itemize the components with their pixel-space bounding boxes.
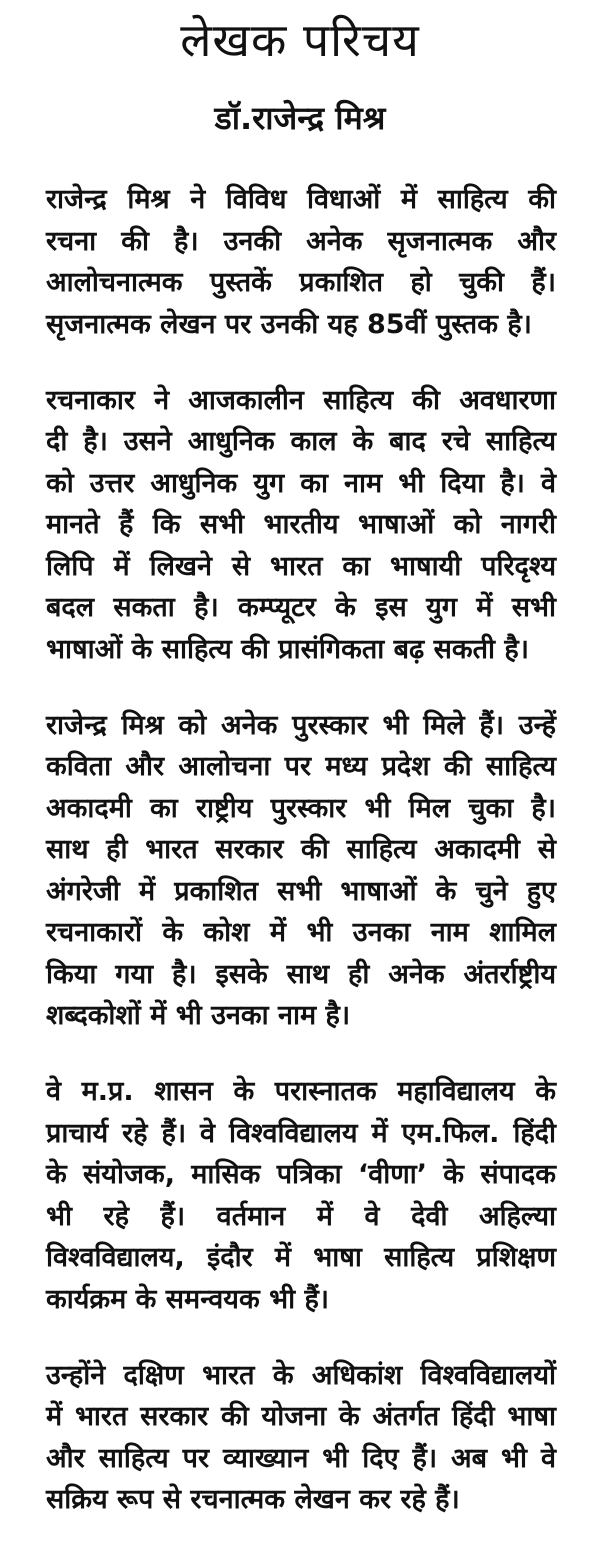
document-body <box>46 179 556 1555</box>
text-line: अकादमी का राष्ट्रीय पुरस्कार भी मिल चुका है। <box>46 792 556 824</box>
paragraph <box>46 1355 556 1521</box>
text-line: मानते हैं कि सभी भारतीय भाषाओं को नागरी <box>46 509 556 540</box>
text-line: विश्वविद्यालय, इंदौर में भाषा साहित्य प्रशिक्षण <box>46 1242 556 1273</box>
paragraph <box>46 179 556 345</box>
text-line: शब्दकोशों में भी उनका नाम है। <box>46 1000 351 1031</box>
text-line: आलोचनात्मक पुस्तकें प्रकाशित हो चुकी हैं। <box>46 267 556 298</box>
author-name: डॉ.राजेन्द्र मिश्र <box>214 99 386 137</box>
text-line: सक्रिय रूप से रचनात्मक लेखन कर रहे हैं। <box>46 1484 460 1515</box>
text-line: रचना की है। उनकी अनेक सृजनात्मक और <box>46 225 556 257</box>
text-line: राजेन्द्र मिश्र ने विविध विधाओं में साहित्य की <box>46 184 556 215</box>
text-line: अंगरेजी में प्रकाशित सभी भाषाओं के चुने हुए <box>46 875 556 907</box>
text-line: बदल सकता है। कम्प्यूटर के इस युग में सभी <box>46 592 556 623</box>
text-line: किया गया है। इसके साथ ही अनेक अंतर्राष्ट्रीय <box>46 958 556 990</box>
text-line: भी रहे हैं। वर्तमान में वे देवी अहिल्या <box>46 1200 556 1232</box>
text-line: में भारत सरकार की योजना के अंतर्गत हिंदी भाषा <box>46 1401 556 1432</box>
paragraph <box>46 705 556 1037</box>
text-line: रचनाकारों के कोश में भी उनका नाम शामिल <box>46 917 556 948</box>
text-line: दी है। उसने आधुनिक काल के बाद रचे साहित्य <box>46 426 556 457</box>
text-line: के संयोजक, मासिक पत्रिका ‘वीणा’ के संपादक <box>46 1159 556 1190</box>
text-line: को उत्तर आधुनिक युग का नाम भी दिया है। वे <box>46 467 556 499</box>
text-line: रचनाकार ने आजकालीन साहित्य की अवधारणा <box>46 384 556 416</box>
text-line: कार्यक्रम के समन्वयक भी हैं। <box>46 1283 330 1315</box>
text-line: कविता और आलोचना पर मध्य प्रदेश की साहित्य <box>46 751 556 782</box>
text-line: लिपि में लिखने से भारत का भाषायी परिदृश्य <box>46 550 556 582</box>
text-line: उन्होंने दक्षिण भारत के अधिकांश विश्वविद्यालयों <box>46 1359 556 1391</box>
paragraph <box>46 1071 556 1320</box>
text-line: राजेन्द्र मिश्र को अनेक पुरस्कार भी मिले हैं। उन्हें <box>46 709 556 741</box>
text-line: और साहित्य पर व्याख्यान भी दिए हैं। अब भी वे <box>46 1442 556 1474</box>
paragraph <box>46 380 556 671</box>
text-line: भाषाओं के साहित्य की प्रासंगिकता बढ़ सकती है। <box>46 633 529 665</box>
text-line: प्राचार्य रहे हैं। वे विश्वविद्यालय में एम.फिल. हिंदी <box>46 1117 556 1149</box>
page-title: लेखक परिचय <box>180 13 420 67</box>
text-line: सृजनात्मक लेखन पर उनकी यह 85वीं पुस्तक है। <box>46 308 532 340</box>
text-line: साथ ही भारत सरकार की साहित्य अकादमी से <box>46 834 556 865</box>
text-line: वे म.प्र. शासन के परास्नातक महाविद्यालय के <box>46 1076 556 1107</box>
